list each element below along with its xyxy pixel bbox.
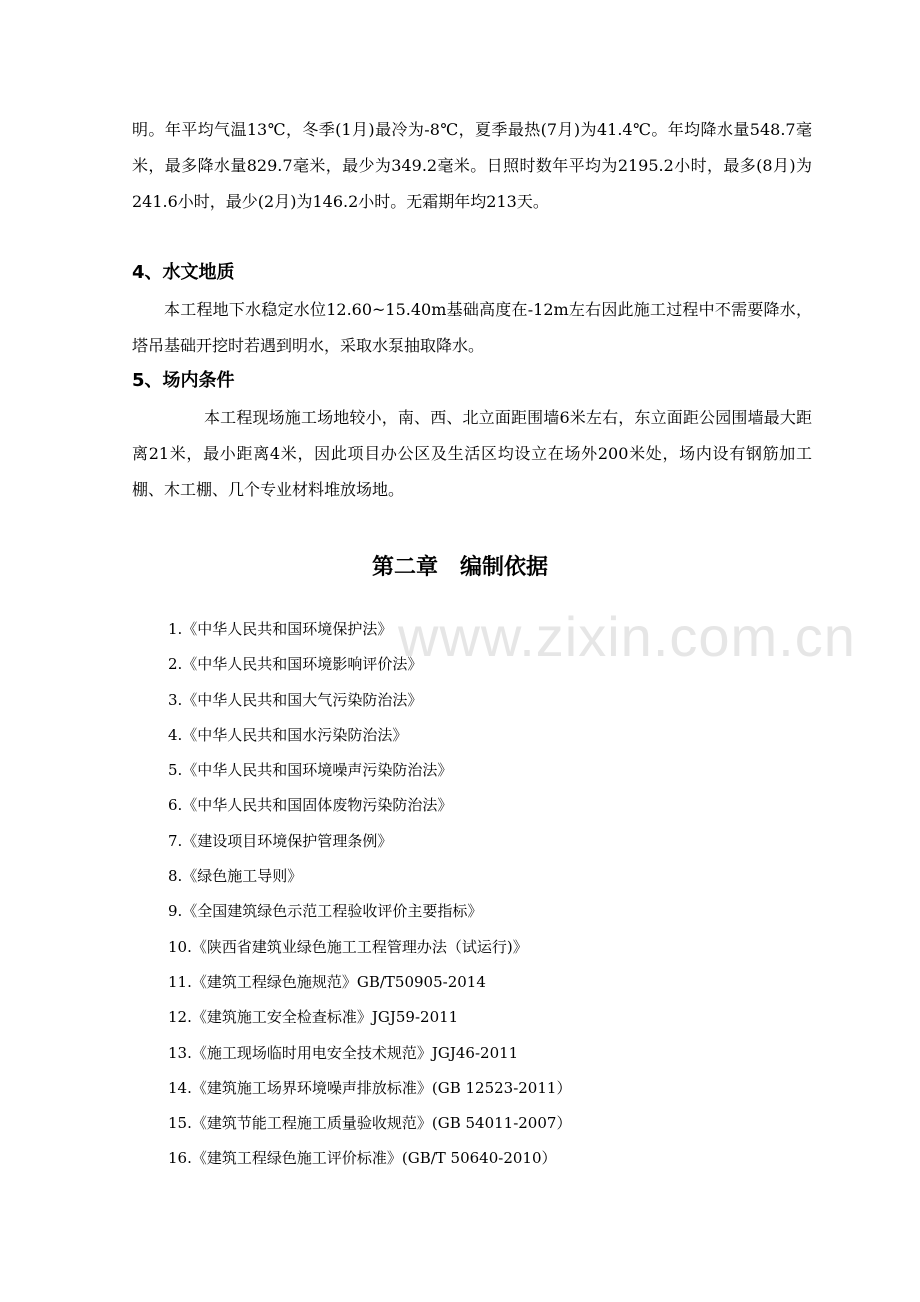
- reference-item: 10.《陕西省建筑业绿色施工工程管理办法（试运行)》: [168, 937, 528, 956]
- reference-item: 16.《建筑工程绿色施工评价标准》(GB/T 50640-2010）: [168, 1149, 557, 1168]
- section-4-body: [132, 292, 812, 364]
- reference-item: 7.《建设项目环境保护管理条例》: [168, 831, 393, 850]
- reference-item: 2.《中华人民共和国环境影响评价法》: [168, 655, 423, 674]
- watermark: www.zixin.com.cn: [398, 605, 856, 668]
- section-5-heading: 5、场内条件: [132, 370, 235, 391]
- hydrogeology-paragraph: 本工程地下水稳定水位12.60~15.40m基础高度在-12m左右因此施工过程中不需要降水，塔吊基础开挖时若遇到明水，采取水泵抽取降水。: [132, 300, 812, 355]
- reference-list: [168, 612, 571, 1177]
- reference-item: 3.《中华人民共和国大气污染防治法》: [168, 690, 423, 709]
- climate-paragraph-continuation: [132, 112, 812, 220]
- section-4-heading: 4、水文地质: [132, 262, 235, 283]
- reference-item: 12.《建筑施工安全检查标准》JGJ59-2011: [168, 1008, 459, 1027]
- climate-paragraph: 明。年平均气温13℃，冬季(1月)最冷为-8℃，夏季最热(7月)为41.4℃。年均降水量548.7毫米，最多降水量829.7毫米，最少为349.2毫米。日照时数年平均为2195.2小时，最多(8月)为241.6小时，最少(2月)为146.2小时。无霜期年均213天。: [132, 120, 812, 211]
- reference-item: 1.《中华人民共和国环境保护法》: [168, 620, 393, 638]
- reference-item: 6.《中华人民共和国固体废物污染防治法》: [168, 796, 453, 815]
- reference-item: 14.《建筑施工场界环境噪声排放标准》(GB 12523-2011）: [168, 1078, 572, 1097]
- reference-item: 4.《中华人民共和国水污染防治法》: [168, 725, 408, 744]
- chapter-title: 第二章 编制依据: [371, 555, 548, 580]
- reference-item: 8.《绿色施工导则》: [168, 867, 303, 886]
- reference-item: 13.《施工现场临时用电安全技术规范》JGJ46-2011: [168, 1043, 519, 1062]
- section-5-body: [132, 400, 812, 508]
- reference-item: 11.《建筑工程绿色施规范》GB/T50905-2014: [168, 972, 486, 991]
- reference-item: 15.《建筑节能工程施工质量验收规范》(GB 54011-2007）: [168, 1114, 572, 1133]
- reference-item: 5.《中华人民共和国环境噪声污染防治法》: [168, 761, 453, 780]
- site-conditions-paragraph: 本工程现场施工场地较小，南、西、北立面距围墙6米左右，东立面距公园围墙最大距离21米，最小距离4米，因此项目办公区及生活区均设立在场外200米处，场内设有钢筋加工棚、木工棚、几个专业材料堆放场地。: [132, 408, 812, 499]
- reference-item: 9.《全国建筑绿色示范工程验收评价主要指标》: [168, 902, 483, 921]
